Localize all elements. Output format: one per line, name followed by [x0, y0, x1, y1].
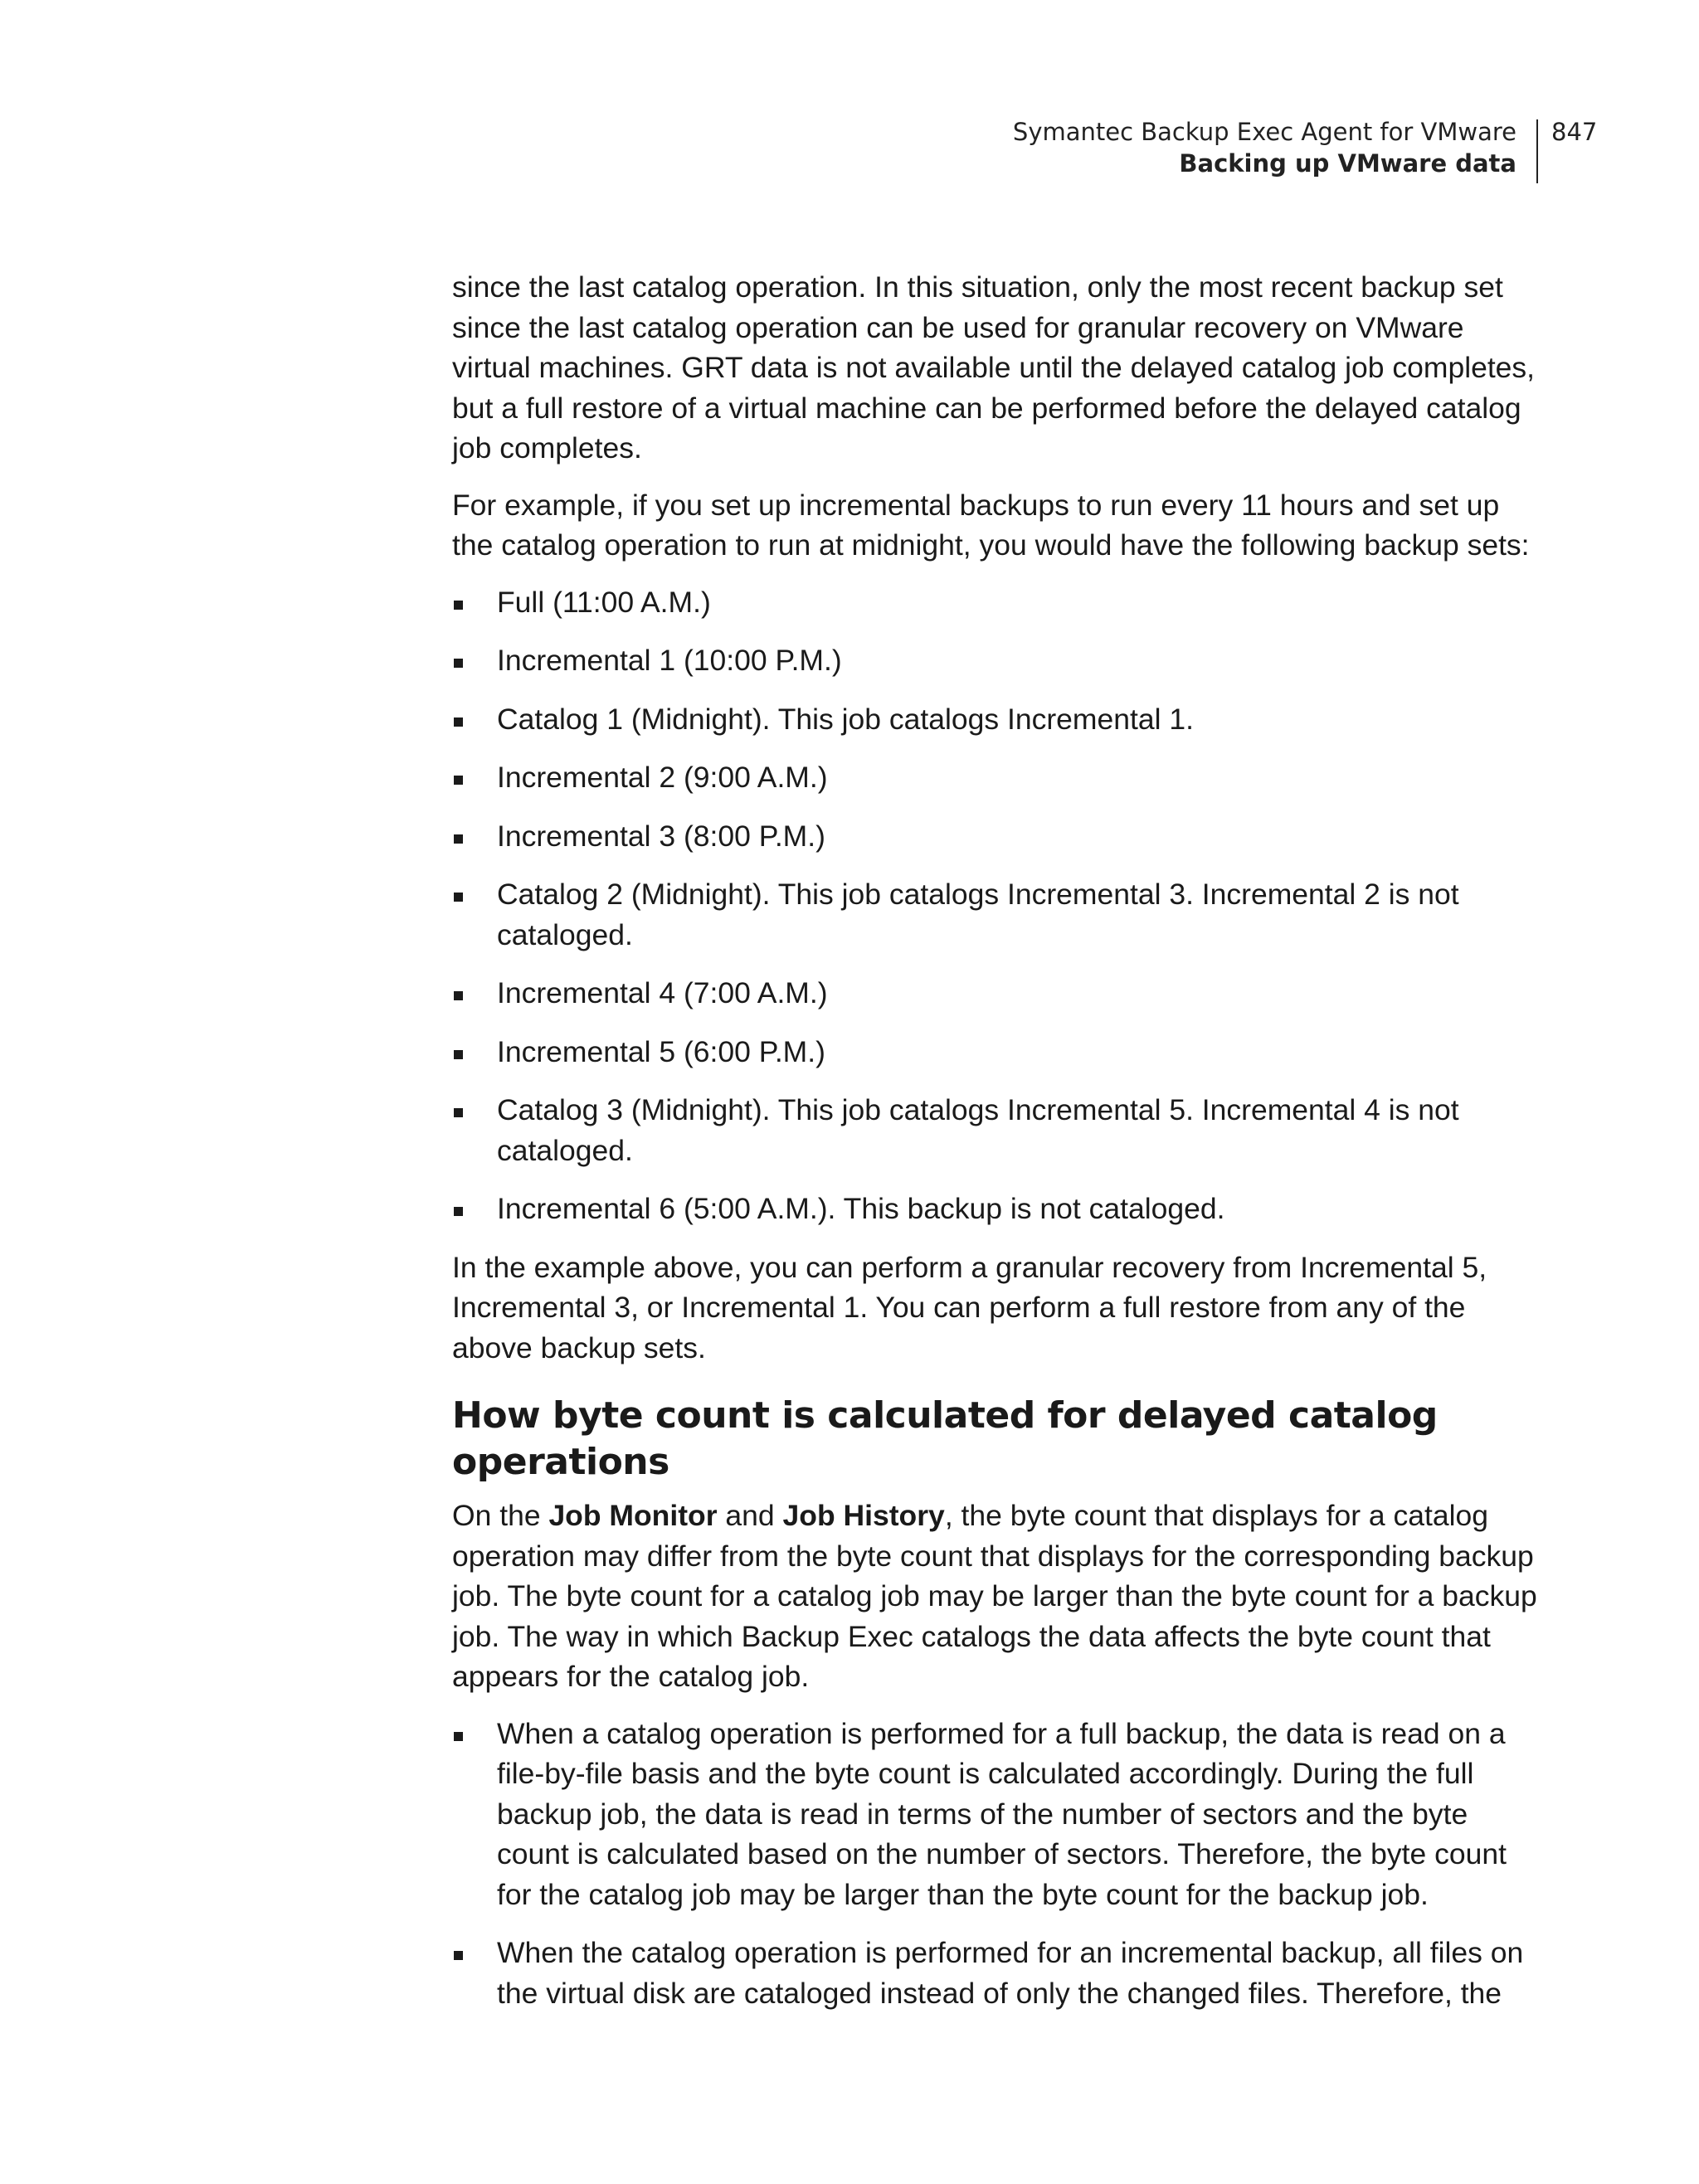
running-head-text: [1013, 116, 1516, 179]
running-head: [791, 116, 1538, 182]
page-number: 847: [1551, 118, 1598, 146]
byte-count-list: [452, 1714, 1543, 2014]
bullet-icon: [454, 717, 463, 727]
bullet-icon: [454, 1050, 463, 1059]
list-item-text: Incremental 6 (5:00 A.M.). This backup is not cataloged.: [497, 1192, 1225, 1225]
byte-count-paragraph: [452, 1496, 1543, 1697]
bullet-icon: [454, 1108, 463, 1117]
list-item: [452, 1933, 1543, 2013]
recovery-paragraph: In the example above, you can perform a granular recovery from Incremental 5, Incremental 3, or Incremental 1. You can perform a full restore from any of the above backup sets.: [452, 1250, 1487, 1364]
list-item-text: Incremental 2 (9:00 A.M.): [497, 761, 828, 794]
list-item: [452, 640, 1543, 681]
page-body: [452, 267, 1543, 2031]
bullet-icon: [454, 659, 463, 668]
list-item: [452, 1032, 1543, 1073]
list-item: [452, 874, 1543, 955]
list-item-text: Catalog 1 (Midnight). This job catalogs Incremental 1.: [497, 702, 1194, 736]
list-item: [452, 757, 1543, 798]
text-run: On the: [452, 1499, 549, 1532]
bullet-icon: [454, 601, 463, 610]
example-paragraph: For example, if you set up incremental backups to run every 11 hours and set up the catalog operation to run at midnight, you would have the following backup sets:: [452, 488, 1530, 562]
bullet-icon: [454, 834, 463, 844]
bullet-icon: [454, 1951, 463, 1960]
list-item-text: Incremental 3 (8:00 P.M.): [497, 819, 825, 853]
job-monitor-term: Job Monitor: [548, 1499, 718, 1532]
list-item: [452, 1090, 1543, 1170]
list-item: [452, 1714, 1543, 1915]
header-divider: [1536, 119, 1538, 183]
list-item: [452, 1189, 1543, 1229]
list-item-text: When a catalog operation is performed for a full backup, the data is read on a file-by-file basis and the byte count is calculated accordingly. During the full backup job, the data is read in terms of the number of sectors and the byte count is calculated based on the number of sectors. Therefore, the byte count for the catalog job may be larger than the byte count for the backup job.: [497, 1716, 1507, 1911]
bullet-icon: [454, 776, 463, 785]
list-item-text: Full (11:00 A.M.): [497, 585, 711, 619]
intro-paragraph: since the last catalog operation. In this situation, only the most recent backup set since the last catalog operation can be used for granular recovery on VMware virtual machines. GRT data is not available until the delayed catalog job completes, but a full restore of a virtual machine can be performed before the delayed catalog job completes.: [452, 270, 1536, 465]
list-item: [452, 973, 1543, 1014]
list-item-text: Incremental 4 (7:00 A.M.): [497, 976, 828, 1009]
bullet-icon: [454, 893, 463, 902]
list-item-text: Catalog 2 (Midnight). This job catalogs Incremental 3. Incremental 2 is not cataloged.: [497, 878, 1459, 951]
chapter-title: Symantec Backup Exec Agent for VMware: [1012, 118, 1516, 146]
list-item: [452, 582, 1543, 623]
text-run: and: [717, 1499, 783, 1532]
bullet-icon: [454, 991, 463, 1000]
text-run: , the byte count that displays for a catalog operation may differ from the byte count that displays for the corresponding backup job. The byte count for a catalog job may be larger than the byte count for a backup job. The way in which Backup Exec catalogs the data affects the byte count that appears for the catalog job.: [452, 1499, 1537, 1693]
section-title: Backing up VMware data: [1179, 149, 1516, 178]
bullet-icon: [454, 1207, 463, 1216]
list-item-text: When the catalog operation is performed for an incremental backup, all files on the virtual disk are cataloged instead of only the changed files. Therefore, the: [497, 1936, 1524, 2010]
job-history-term: Job History: [782, 1499, 945, 1532]
list-item-text: Catalog 3 (Midnight). This job catalogs Incremental 5. Incremental 4 is not cataloged.: [497, 1093, 1459, 1167]
list-item: [452, 816, 1543, 857]
list-item: [452, 699, 1543, 740]
section-heading: How byte count is calculated for delayed catalog operations: [452, 1394, 1438, 1483]
list-item-text: Incremental 1 (10:00 P.M.): [497, 644, 842, 677]
backup-sets-list: [452, 582, 1543, 1229]
bullet-icon: [454, 1732, 463, 1741]
list-item-text: Incremental 5 (6:00 P.M.): [497, 1034, 825, 1068]
